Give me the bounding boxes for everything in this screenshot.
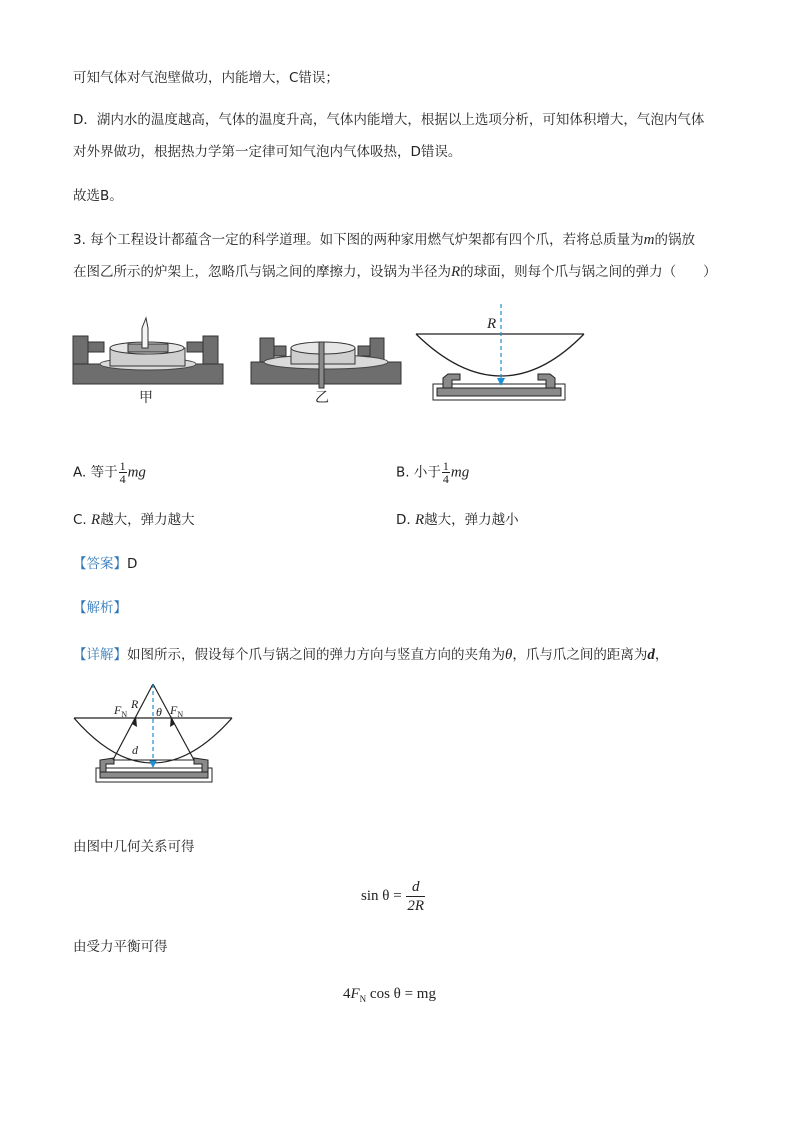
fraction-one-quarter: $\frac{1}{4}$ [442,459,449,486]
answer-value: D [127,556,138,572]
paragraph-choose-b: 故选B。 [73,188,123,204]
label-radius: R [487,316,497,332]
detail-line: 【详解】如图所示，假设每个爪与锅之间的弹力方向与竖直方向的夹角为θ，爪与爪之间的距离为d， [73,647,669,663]
label-yi: 乙 [315,391,329,406]
question-line1: 3. 每个工程设计都蕴含一定的科学道理。如下图的两种家用燃气炉架都有四个爪，若将总质量为m的锅放 [73,232,696,248]
label-fn-right: $F_N$ [170,703,184,719]
answer-tag: 【答案】 [73,556,127,572]
question-line2: 在图乙所示的炉架上，忽略爪与锅之间的摩擦力，设锅为半径为R的球面，则每个爪与锅之间的弹力（ ） [73,264,717,280]
analysis-tag: 【解析】 [73,600,127,616]
label-distance-d: d [132,743,138,757]
option-a[interactable]: A. 等于 $\frac{1}{4}$ mg [73,459,146,486]
option-d[interactable]: D. R越大，弹力越小 [396,512,519,528]
equation-force-balance: $4F_N$ cos θ = mg [343,986,436,1004]
detail-tag: 【详解】 [73,647,127,663]
force-diagram [70,680,240,786]
label-radius-2: R [131,697,139,711]
stove-figures [70,298,590,410]
balance-intro: 由受力平衡可得 [73,939,168,955]
answer-line [73,554,137,574]
paragraph-d-line1: D．湖内水的温度越高，气体的温度升高，气体内能增大，根据以上选项分析，可知体积增大，气泡内气体 [73,112,705,128]
label-jia: 甲 [139,391,153,406]
stove-yi-image [251,338,401,388]
label-theta: θ [156,705,162,719]
paragraph-d-line2: 对外界做功，根据热力学第一定律可知气泡内气体吸热，D错误。 [73,144,462,160]
equation-sin-theta: sin θ = $\frac{d}{2R}$ [361,879,425,914]
paragraph-c-conclusion: 可知气体对气泡壁做功，内能增大，C错误； [73,70,339,86]
geometry-intro: 由图中几何关系可得 [73,839,195,855]
fraction-one-quarter: $\frac{1}{4}$ [119,459,126,486]
option-b[interactable]: B. 小于 $\frac{1}{4}$ mg [396,459,470,486]
option-c[interactable]: C. R越大，弹力越大 [73,512,195,528]
bowl-on-support-image [416,304,584,400]
label-fn-left: $F_N$ [114,703,128,719]
stove-jia-image [73,318,223,384]
